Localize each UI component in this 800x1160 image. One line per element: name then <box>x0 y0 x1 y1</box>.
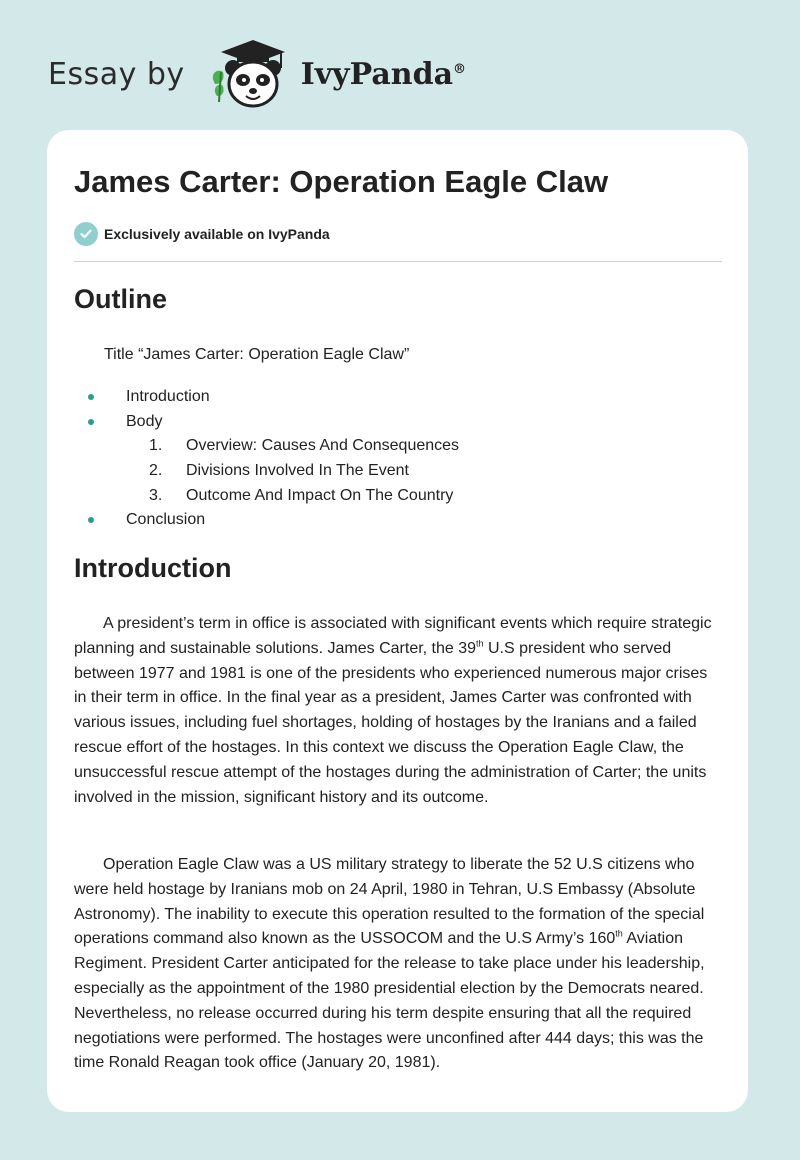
list-item <box>74 412 574 437</box>
bullet-dot-icon <box>88 394 94 400</box>
registered-mark: ® <box>453 61 467 77</box>
bullet-dot-icon <box>88 419 94 425</box>
sub-item-number: 2. <box>149 462 163 480</box>
sub-item-label: Outcome And Impact On The Country <box>186 486 454 504</box>
paragraph-text: Aviation Regiment. President Carter anticipated for the release to take place under his leadership, especially as the appointment of the 1980 presidential election by the Democrats neared. Nevertheless, no release occurred during his term despite ensuring that all the required negotiations were performed. The hostages were unconfined after 444 days; this was the time Ronald Reagan took office (January 20, 1981). <box>74 930 705 1072</box>
header-divider <box>74 261 722 262</box>
outline-list <box>74 387 574 535</box>
introduction-heading: Introduction <box>74 553 232 583</box>
paragraph-text: A president’s term in office is associated with significant events which require strategic planning and sustainable solutions. James Carter, the 39 <box>74 615 712 657</box>
sub-list-item <box>74 436 574 461</box>
ordinal-suffix: th <box>476 638 484 649</box>
list-item <box>74 387 574 412</box>
site-header <box>48 34 508 114</box>
list-item-label: Conclusion <box>126 511 206 529</box>
check-circle-icon <box>74 222 98 246</box>
sub-item-label: Divisions Involved In The Event <box>186 462 409 480</box>
essay-card <box>47 130 748 1112</box>
brand-text: IvyPanda <box>300 56 454 92</box>
paragraph-text: U.S president who served between 1977 and 1981 is one of the presidents who experienced numerous major crises in their term in office. In the final year as a president, James Carter was confronted with various issues, including fuel shortages, holding of hostages by the Iranians and a failed rescue effort of the hostages. In this context we discuss the Operation Eagle Claw, the unsuccessful rescue attempt of the hostages during the administration of Carter; the units involved in the mission, significant history and its outcome. <box>74 639 708 806</box>
badge-label: Exclusively available on IvyPanda <box>104 226 330 242</box>
sub-item-number: 1. <box>149 437 163 455</box>
sub-item-label: Overview: Causes And Consequences <box>186 437 460 455</box>
outline-heading: Outline <box>74 284 167 314</box>
panda-logo-icon[interactable] <box>201 38 297 110</box>
ordinal-suffix: th <box>615 929 623 940</box>
essay-by-label: Essay by <box>48 56 185 92</box>
list-item-label: Body <box>126 412 163 430</box>
list-item <box>74 510 574 535</box>
sub-list-item <box>74 486 574 511</box>
brand-name[interactable] <box>301 57 466 92</box>
exclusive-badge <box>74 222 330 246</box>
page-title: James Carter: Operation Eagle Claw <box>74 164 609 199</box>
outline-title-line: Title “James Carter: Operation Eagle Claw” <box>104 346 410 363</box>
intro-paragraph-1 <box>74 612 724 810</box>
list-item-label: Introduction <box>126 388 210 405</box>
sub-list-item <box>74 461 574 486</box>
paragraph-text: Operation Eagle Claw was a US military strategy to liberate the 52 U.S citizens who were held hostage by Iranians mob on 24 April, 1980 in Tehran, U.S Embassy (Absolute Astronomy). The inability to execute this operation resulted to the formation of the special operations command also known as the USSOCOM and the U.S Army’s 160 <box>74 856 705 948</box>
sub-item-number: 3. <box>149 486 163 504</box>
bullet-dot-icon <box>88 517 94 523</box>
intro-paragraph-2 <box>74 853 724 1076</box>
